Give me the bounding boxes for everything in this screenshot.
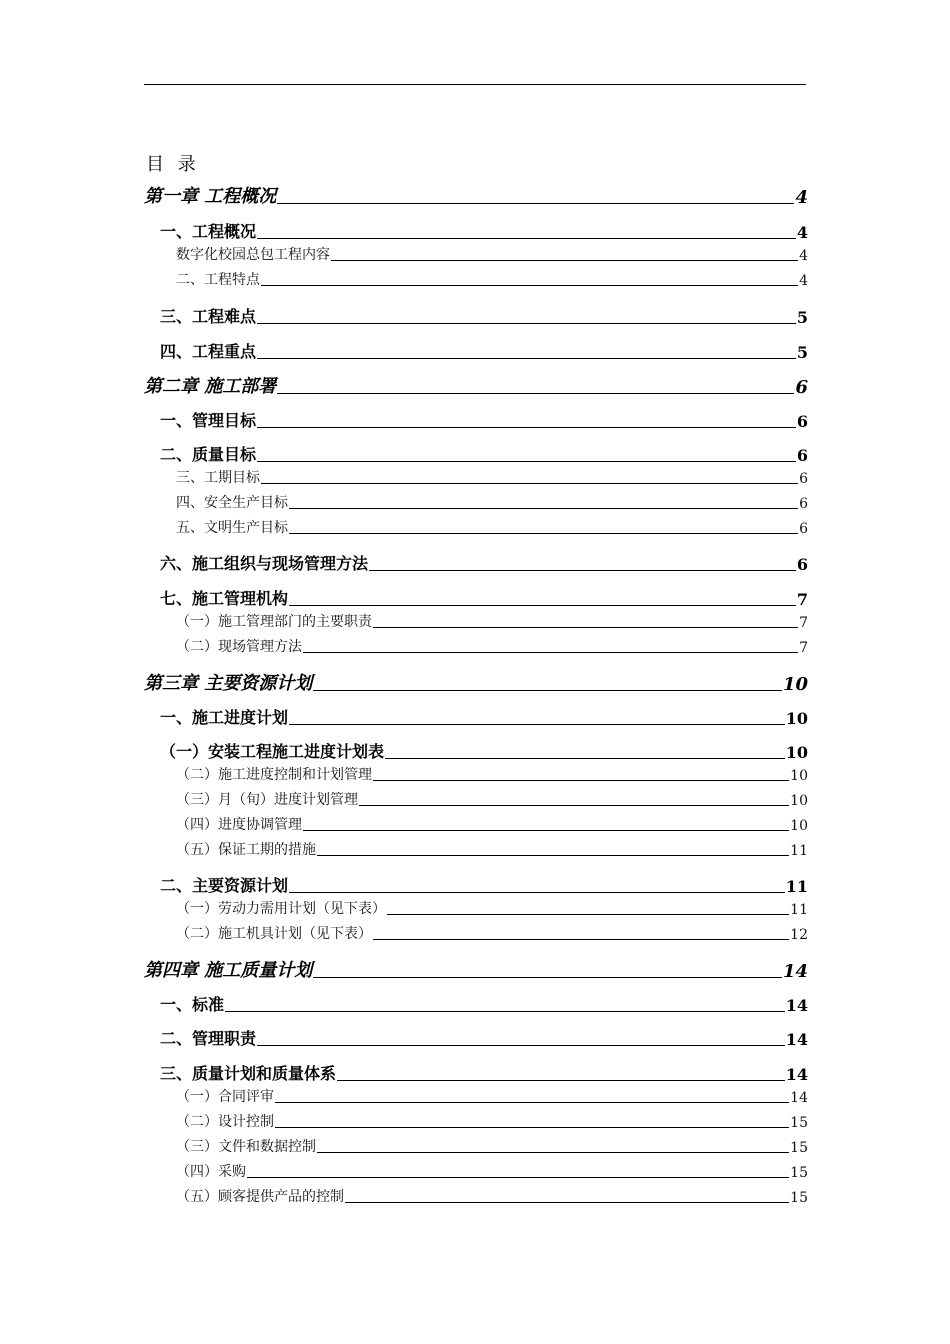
toc-entry-label: （五）顾客提供产品的控制 xyxy=(176,1189,344,1205)
toc-leader-line xyxy=(317,1151,789,1153)
toc-page-number: 7 xyxy=(799,615,808,631)
toc-entry-label: （三）月（旬）进度计划管理 xyxy=(176,792,358,808)
toc-page-number: 11 xyxy=(785,877,808,896)
toc-leader-line xyxy=(387,913,789,915)
toc-page-number: 14 xyxy=(785,1065,808,1084)
toc-entry[interactable] xyxy=(144,518,808,537)
toc-entry[interactable] xyxy=(144,1027,808,1049)
toc-page-number: 14 xyxy=(790,1090,808,1106)
toc-leader-line xyxy=(257,426,796,428)
toc-entry[interactable] xyxy=(144,924,808,943)
toc-page-number: 14 xyxy=(782,961,808,982)
toc-entry[interactable] xyxy=(144,899,808,918)
toc-entry[interactable] xyxy=(144,993,808,1015)
toc-entry-label: 三、质量计划和质量体系 xyxy=(160,1064,337,1083)
toc-entry-label: 第二章 施工部署 xyxy=(144,376,277,397)
toc-entry[interactable] xyxy=(144,184,808,208)
toc-entry[interactable] xyxy=(144,270,808,289)
toc-entry[interactable] xyxy=(144,740,808,762)
toc-entry[interactable] xyxy=(144,1162,808,1181)
toc-entry[interactable] xyxy=(144,815,808,834)
toc-leader-line xyxy=(289,604,796,606)
toc-entry[interactable] xyxy=(144,305,808,327)
toc-page-number: 4 xyxy=(795,187,808,208)
toc-leader-line xyxy=(337,1079,785,1081)
toc-entry-label: （二）施工进度控制和计划管理 xyxy=(176,767,372,783)
toc-entry[interactable] xyxy=(144,706,808,728)
toc-page-number: 15 xyxy=(790,1115,808,1131)
toc-page-number: 6 xyxy=(796,446,808,465)
toc-entry-label: 二、质量目标 xyxy=(160,445,257,464)
toc-page-number: 14 xyxy=(785,1030,808,1049)
toc-page-number: 11 xyxy=(790,843,808,859)
toc-entry[interactable] xyxy=(144,612,808,631)
toc-entry-label: 三、工期目标 xyxy=(176,470,260,486)
toc-leader-line xyxy=(373,779,789,781)
toc-entry-label: （三）文件和数据控制 xyxy=(176,1139,316,1155)
toc-entry[interactable] xyxy=(144,671,808,695)
toc-entry-label: 五、文明生产目标 xyxy=(176,520,288,536)
toc-leader-line xyxy=(289,891,785,893)
toc-entry-label: （一）安装工程施工进度计划表 xyxy=(160,742,385,761)
toc-page-number: 4 xyxy=(799,273,808,289)
toc-entry[interactable] xyxy=(144,443,808,465)
toc-entry-label: 二、工程特点 xyxy=(176,272,260,288)
toc-entry[interactable] xyxy=(144,493,808,512)
toc-entry[interactable] xyxy=(144,840,808,859)
toc-entry[interactable] xyxy=(144,874,808,896)
toc-entry[interactable] xyxy=(144,1087,808,1106)
toc-entry[interactable] xyxy=(144,220,808,242)
toc-page-number: 10 xyxy=(785,743,808,762)
toc-entry[interactable] xyxy=(144,409,808,431)
toc-leader-line xyxy=(261,482,798,484)
toc-entry[interactable] xyxy=(144,1062,808,1084)
toc-entry[interactable] xyxy=(144,374,808,398)
toc-entry[interactable] xyxy=(144,1137,808,1156)
toc-page-number: 7 xyxy=(796,590,808,609)
toc-leader-line xyxy=(373,626,798,628)
toc-entry-label: 二、主要资源计划 xyxy=(160,876,289,895)
toc-leader-line xyxy=(317,854,789,856)
toc-entry-label: （五）保证工期的措施 xyxy=(176,842,316,858)
toc-leader-line xyxy=(257,357,796,359)
toc-entry-label: 第三章 主要资源计划 xyxy=(144,673,313,694)
toc-page-number: 12 xyxy=(790,927,808,943)
toc-leader-line xyxy=(289,507,798,509)
toc-entry-label: 第一章 工程概况 xyxy=(144,186,277,207)
toc-page-number: 6 xyxy=(795,377,808,398)
toc-leader-line xyxy=(369,569,796,571)
toc-entry-label: 一、管理目标 xyxy=(160,411,257,430)
toc-entry-label: 七、施工管理机构 xyxy=(160,589,289,608)
toc-page-number: 6 xyxy=(796,555,808,574)
toc-leader-line xyxy=(261,284,798,286)
toc-page-number: 10 xyxy=(790,768,808,784)
toc-entry[interactable] xyxy=(144,552,808,574)
toc-leader-line xyxy=(313,976,782,978)
toc-entry-label: （二）施工机具计划（见下表） xyxy=(176,926,372,942)
toc-leader-line xyxy=(275,1101,789,1103)
toc-entry-label: （一）合同评审 xyxy=(176,1089,274,1105)
toc-entry-label: 二、管理职责 xyxy=(160,1029,257,1048)
toc-leader-line xyxy=(257,237,796,239)
toc-leader-line xyxy=(303,829,789,831)
toc-leader-line xyxy=(289,723,785,725)
toc-page-number: 11 xyxy=(790,902,808,918)
toc-entry-label: （二）现场管理方法 xyxy=(176,639,302,655)
toc-entry[interactable] xyxy=(144,790,808,809)
toc-page-number: 7 xyxy=(799,640,808,656)
toc-page-number: 15 xyxy=(790,1165,808,1181)
toc-page-number: 10 xyxy=(790,793,808,809)
toc-entry-label: 四、工程重点 xyxy=(160,342,257,361)
toc-entry-label: 第四章 施工质量计划 xyxy=(144,960,313,981)
toc-entry[interactable] xyxy=(144,637,808,656)
toc-page-number: 14 xyxy=(785,996,808,1015)
toc-entry[interactable] xyxy=(144,1112,808,1131)
toc-page-number: 10 xyxy=(782,674,808,695)
toc-leader-line xyxy=(373,938,789,940)
toc-leader-line xyxy=(303,651,798,653)
toc-leader-line xyxy=(385,757,785,759)
toc-entry-label: 一、工程概况 xyxy=(160,222,257,241)
toc-page-number: 6 xyxy=(799,471,808,487)
toc-page-number: 10 xyxy=(785,709,808,728)
toc-entry-label: 一、标准 xyxy=(160,995,225,1014)
toc-leader-line xyxy=(289,532,798,534)
toc-leader-line xyxy=(277,392,794,394)
toc-page-number: 5 xyxy=(796,308,808,327)
toc-entry-label: 数字化校园总包工程内容 xyxy=(176,247,330,263)
toc-entry[interactable] xyxy=(144,340,808,362)
toc-leader-line xyxy=(331,259,798,261)
toc-entry[interactable] xyxy=(144,765,808,784)
toc-leader-line xyxy=(345,1201,789,1203)
toc-leader-line xyxy=(225,1010,785,1012)
toc-page-number: 6 xyxy=(796,412,808,431)
toc-entry-label: （一）施工管理部门的主要职责 xyxy=(176,614,372,630)
toc-page-number: 10 xyxy=(790,818,808,834)
toc-leader-line xyxy=(275,1126,789,1128)
toc-entry-label: （二）设计控制 xyxy=(176,1114,274,1130)
toc-entry[interactable] xyxy=(144,468,808,487)
toc-leader-line xyxy=(257,460,796,462)
toc-page-number: 6 xyxy=(799,496,808,512)
toc-leader-line xyxy=(247,1176,789,1178)
toc-page-number: 15 xyxy=(790,1190,808,1206)
toc-page-number: 4 xyxy=(796,223,808,242)
toc-entry-label: 三、工程难点 xyxy=(160,307,257,326)
toc-entry-label: （四）采购 xyxy=(176,1164,246,1180)
toc-entry-label: （一）劳动力需用计划（见下表） xyxy=(176,901,386,917)
toc-page-number: 4 xyxy=(799,248,808,264)
toc-leader-line xyxy=(359,804,789,806)
toc-title: 目 录 xyxy=(146,154,200,175)
toc-page-number: 6 xyxy=(799,521,808,537)
toc-page-number: 15 xyxy=(790,1140,808,1156)
toc-entry[interactable] xyxy=(144,958,808,982)
toc-entry[interactable] xyxy=(144,587,808,609)
toc-entry[interactable] xyxy=(144,1187,808,1206)
toc-entry-label: （四）进度协调管理 xyxy=(176,817,302,833)
toc-entry-label: 四、安全生产目标 xyxy=(176,495,288,511)
toc-page-number: 5 xyxy=(796,343,808,362)
toc-leader-line xyxy=(277,202,794,204)
toc-entry-label: 六、施工组织与现场管理方法 xyxy=(160,554,369,573)
toc-leader-line xyxy=(313,689,782,691)
toc-leader-line xyxy=(257,322,796,324)
toc-leader-line xyxy=(257,1044,785,1046)
header-rule xyxy=(144,84,806,85)
toc-entry[interactable] xyxy=(144,245,808,264)
toc-entry-label: 一、施工进度计划 xyxy=(160,708,289,727)
